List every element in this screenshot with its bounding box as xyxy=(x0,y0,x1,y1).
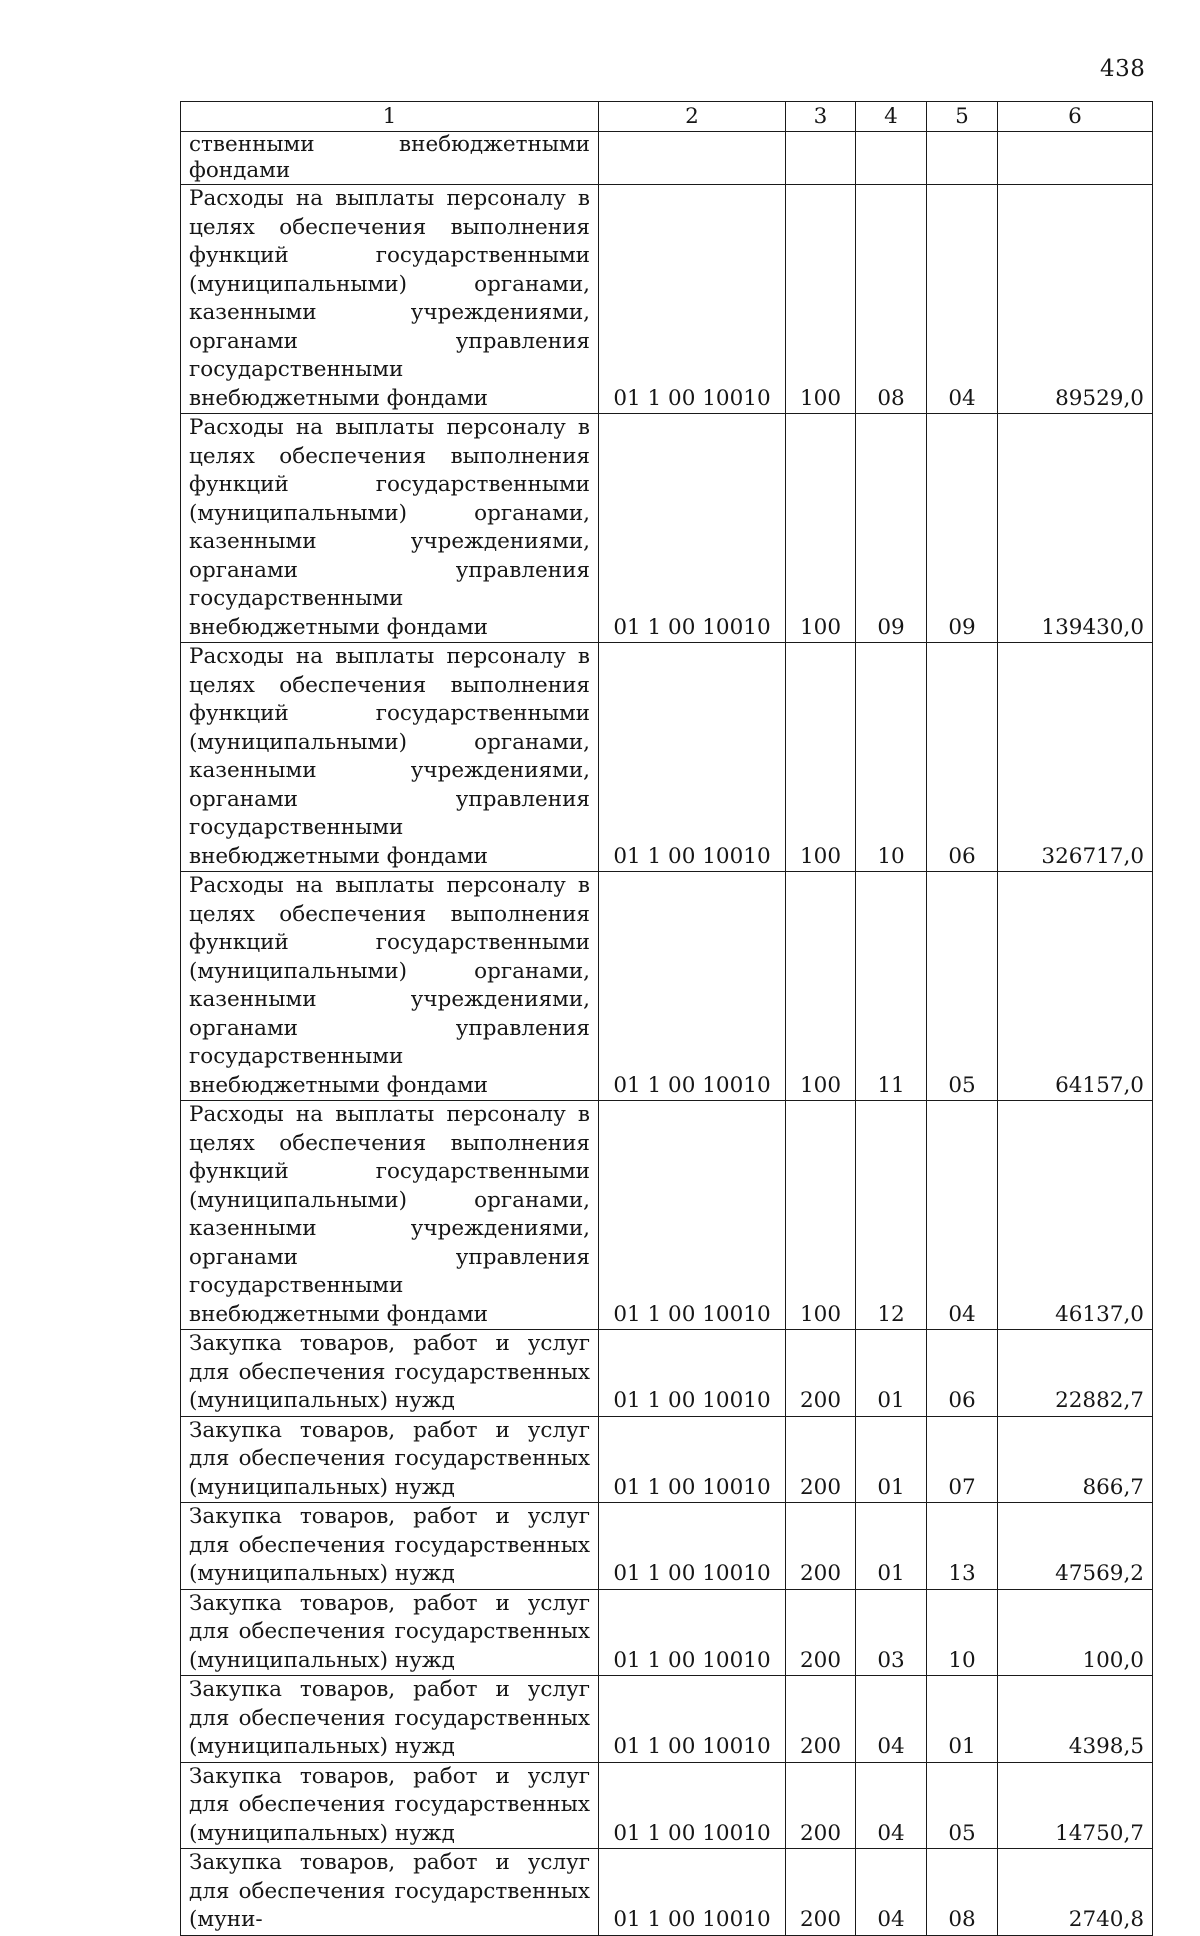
row-target-code: 01 1 00 10010 xyxy=(599,1676,786,1763)
row-subsection: 06 xyxy=(927,643,998,872)
row-amount: 326717,0 xyxy=(998,643,1153,872)
row-description: Закупка товаров, работ и услуг для обеспечения государственных (муниципальных) нужд xyxy=(181,1503,599,1590)
row-expense-type: 200 xyxy=(786,1330,856,1417)
row-section: 09 xyxy=(856,414,927,643)
row-section: 01 xyxy=(856,1416,927,1503)
row-section xyxy=(856,132,927,185)
row-target-code: 01 1 00 10010 xyxy=(599,414,786,643)
row-subsection: 05 xyxy=(927,872,998,1101)
row-section: 04 xyxy=(856,1676,927,1763)
row-section: 11 xyxy=(856,872,927,1101)
row-subsection: 09 xyxy=(927,414,998,643)
row-description: ственными внебюджетными фондами xyxy=(181,132,599,185)
row-description: Закупка товаров, работ и услуг для обеспечения государственных (муниципальных) нужд xyxy=(181,1589,599,1676)
row-description: Расходы на выплаты персоналу в целях обеспечения выполнения функций государственными (муниципальными) органами, казенными учреждениями, органами управления государственными внебюджетными фондами xyxy=(181,185,599,414)
row-subsection: 10 xyxy=(927,1589,998,1676)
row-amount: 866,7 xyxy=(998,1416,1153,1503)
row-amount: 100,0 xyxy=(998,1589,1153,1676)
row-expense-type: 200 xyxy=(786,1589,856,1676)
header-col-5: 5 xyxy=(927,102,998,132)
row-amount xyxy=(998,132,1153,185)
row-expense-type: 100 xyxy=(786,872,856,1101)
row-target-code: 01 1 00 10010 xyxy=(599,1849,786,1936)
row-amount: 4398,5 xyxy=(998,1676,1153,1763)
row-subsection: 01 xyxy=(927,1676,998,1763)
row-amount: 2740,8 xyxy=(998,1849,1153,1936)
row-target-code: 01 1 00 10010 xyxy=(599,643,786,872)
row-expense-type: 100 xyxy=(786,414,856,643)
row-expense-type: 200 xyxy=(786,1849,856,1936)
row-section: 04 xyxy=(856,1762,927,1849)
header-row xyxy=(181,102,1153,132)
row-amount: 14750,7 xyxy=(998,1762,1153,1849)
row-amount: 47569,2 xyxy=(998,1503,1153,1590)
row-description: Закупка товаров, работ и услуг для обеспечения государственных (муни- xyxy=(181,1849,599,1936)
row-target-code: 01 1 00 10010 xyxy=(599,1503,786,1590)
table-row xyxy=(181,1762,1153,1849)
row-expense-type: 100 xyxy=(786,643,856,872)
row-target-code: 01 1 00 10010 xyxy=(599,1416,786,1503)
row-section: 10 xyxy=(856,643,927,872)
row-description: Закупка товаров, работ и услуг для обеспечения государственных (муниципальных) нужд xyxy=(181,1330,599,1417)
row-amount: 22882,7 xyxy=(998,1330,1153,1417)
row-expense-type: 100 xyxy=(786,1101,856,1330)
table-row xyxy=(181,1849,1153,1936)
budget-table xyxy=(180,101,1153,1936)
table-row xyxy=(181,132,1153,185)
row-description: Закупка товаров, работ и услуг для обеспечения государственных (муниципальных) нужд xyxy=(181,1676,599,1763)
row-subsection: 04 xyxy=(927,1101,998,1330)
table-row xyxy=(181,643,1153,872)
row-description: Расходы на выплаты персоналу в целях обеспечения выполнения функций государственными (муниципальными) органами, казенными учреждениями, органами управления государственными внебюджетными фондами xyxy=(181,872,599,1101)
row-target-code: 01 1 00 10010 xyxy=(599,1101,786,1330)
row-expense-type: 200 xyxy=(786,1762,856,1849)
row-subsection: 04 xyxy=(927,185,998,414)
table-row xyxy=(181,1676,1153,1763)
table-row xyxy=(181,1330,1153,1417)
row-amount: 64157,0 xyxy=(998,872,1153,1101)
table-row xyxy=(181,1589,1153,1676)
row-description: Расходы на выплаты персоналу в целях обеспечения выполнения функций государственными (муниципальными) органами, казенными учреждениями, органами управления государственными внебюджетными фондами xyxy=(181,414,599,643)
row-description: Закупка товаров, работ и услуг для обеспечения государственных (муниципальных) нужд xyxy=(181,1762,599,1849)
row-target-code: 01 1 00 10010 xyxy=(599,1589,786,1676)
page-number: 438 xyxy=(1100,56,1146,82)
row-expense-type: 200 xyxy=(786,1676,856,1763)
row-description: Расходы на выплаты персоналу в целях обеспечения выполнения функций государственными (муниципальными) органами, казенными учреждениями, органами управления государственными внебюджетными фондами xyxy=(181,643,599,872)
row-subsection xyxy=(927,132,998,185)
row-subsection: 06 xyxy=(927,1330,998,1417)
table-row xyxy=(181,1101,1153,1330)
row-subsection: 05 xyxy=(927,1762,998,1849)
row-target-code: 01 1 00 10010 xyxy=(599,872,786,1101)
row-subsection: 07 xyxy=(927,1416,998,1503)
row-section: 01 xyxy=(856,1503,927,1590)
row-target-code: 01 1 00 10010 xyxy=(599,185,786,414)
table-header xyxy=(181,102,1153,132)
row-subsection: 13 xyxy=(927,1503,998,1590)
header-col-2: 2 xyxy=(599,102,786,132)
row-target-code: 01 1 00 10010 xyxy=(599,1762,786,1849)
row-expense-type: 200 xyxy=(786,1416,856,1503)
row-subsection: 08 xyxy=(927,1849,998,1936)
row-description: Расходы на выплаты персоналу в целях обеспечения выполнения функций государственными (муниципальными) органами, казенными учреждениями, органами управления государственными внебюджетными фондами xyxy=(181,1101,599,1330)
row-target-code xyxy=(599,132,786,185)
header-col-3: 3 xyxy=(786,102,856,132)
row-section: 04 xyxy=(856,1849,927,1936)
row-expense-type xyxy=(786,132,856,185)
row-expense-type: 100 xyxy=(786,185,856,414)
row-amount: 89529,0 xyxy=(998,185,1153,414)
row-section: 12 xyxy=(856,1101,927,1330)
row-expense-type: 200 xyxy=(786,1503,856,1590)
row-amount: 139430,0 xyxy=(998,414,1153,643)
table-row xyxy=(181,414,1153,643)
row-section: 03 xyxy=(856,1589,927,1676)
table-row xyxy=(181,1503,1153,1590)
header-col-1: 1 xyxy=(181,102,599,132)
table-body xyxy=(181,132,1153,1936)
table-row xyxy=(181,872,1153,1101)
row-section: 01 xyxy=(856,1330,927,1417)
row-description: Закупка товаров, работ и услуг для обеспечения государственных (муниципальных) нужд xyxy=(181,1416,599,1503)
row-section: 08 xyxy=(856,185,927,414)
row-target-code: 01 1 00 10010 xyxy=(599,1330,786,1417)
table-row xyxy=(181,185,1153,414)
table-row xyxy=(181,1416,1153,1503)
row-amount: 46137,0 xyxy=(998,1101,1153,1330)
header-col-4: 4 xyxy=(856,102,927,132)
header-col-6: 6 xyxy=(998,102,1153,132)
